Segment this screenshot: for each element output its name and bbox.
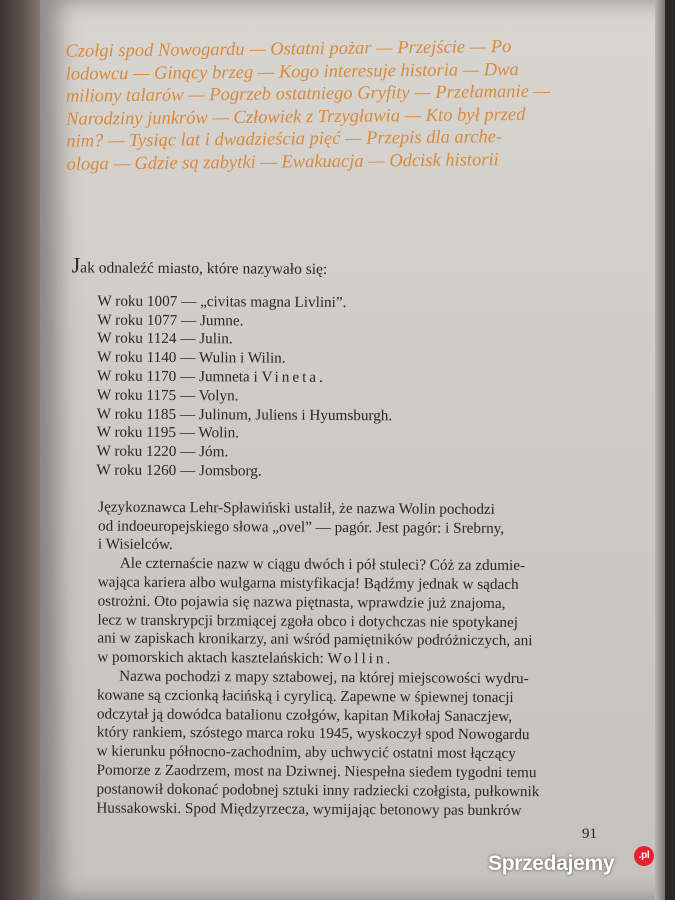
body-text (71, 252, 605, 821)
watermark-text: Sprzedajemy (488, 852, 615, 875)
paragraph: Językoznawca Lehr-Spławiński ustalił, że nazwa Wolin pochodzi od indoeuropejskiego słowa „ovel” — pagór. Jest pagór: i Srebrny, i Wisielców. (97, 498, 505, 554)
chapter-summary (65, 35, 586, 175)
year-item: W roku 1007 — „civitas magna Livlini”. (97, 292, 347, 311)
summary-line: Czołgi spod Nowogardu — Ostatni pożar — Przejście — Po (65, 37, 512, 62)
opening-sentence (71, 252, 606, 281)
year-list (96, 292, 605, 483)
summary-line: nim? — Tysiąc lat i dwadzieścia pięć — Przepis dla arche- (66, 127, 503, 152)
year-item: W roku 1140 — Wulin i Wilin. (97, 348, 286, 367)
year-item: W roku 1175 — Volyn. (96, 386, 239, 405)
year-item: W roku 1077 — Jumne. (97, 311, 244, 329)
book-spine (0, 0, 44, 900)
page-number: 91 (582, 826, 597, 842)
year-item: W roku 1185 — Julinum, Juliens i Hyumsburgh. (96, 405, 393, 424)
year-item: W roku 1260 — Jomsborg. (96, 461, 262, 480)
spaced-name: Vineta. (261, 368, 326, 386)
summary-line: ologa — Gdzie są zabytki — Ewakuacja — Odcisk historii (66, 149, 499, 175)
paragraph: Ale czternaście nazw w ciągu dwóch i pół stuleci? Cóż za zdumie- wająca kariera albo wulgarna mistyfikacja! Bądźmy jednak w sądach ostrożni. Oto pojawia się nazwa piętnasta, wprawdzie już znajoma, lecz w transkrypcji brzmiącej zgoła obco i dotychczas nie spotykanej ani w zapiskach kronikarzy, ani wśród pamiętników podróżniczych, ani w pomorskich aktach kasztelańskich: Wollin. (97, 554, 533, 668)
opening-text: ak odnaleźć miasto, które nazywało się: (80, 259, 328, 278)
year-item: W roku 1220 — Jóm. (96, 442, 229, 461)
summary-line: Narodziny junkrów — Człowiek z Trzygławia — Kto był przed (66, 104, 526, 130)
spaced-name: Wollin. (327, 650, 394, 668)
year-item: W roku 1195 — Wolin. (96, 423, 240, 442)
year-item: W roku 1124 — Julin. (97, 329, 233, 348)
drop-initial: J (71, 252, 81, 278)
watermark-badge: .pl (634, 846, 654, 866)
paragraph: Nazwa pochodzi z mapy sztabowej, na której miejscowości wydru- kowane są czcionką łacińską i cyrylicą. Zapewne w śpiewnej tonacji odczytał ją dowódca batalionu czołgów, kapitan Mikołaj Sanaczjew, który rankiem, szóstego marca roku 1945, wyskoczył spod Nowogardu w kierunku północno-zachodnim, aby uchwycić ostatni most łączący Pomorze z Zaodrzem, most na Dziwnej. Niespełna siedem tygodni temu postanowił dokonać podobnej sztuki inny radziecki czołgista, pułkownik Hussakowski. Spod Międzyrzecza, wymijając betonowy pas bunkrów (96, 667, 540, 819)
page-edge (655, 0, 665, 900)
summary-line: lodowcu — Ginący brzeg — Kogo interesuje historia — Dwa (65, 59, 519, 85)
year-item: W roku 1170 — Jumneta i Vineta. (96, 367, 326, 386)
summary-line: miliony talarów — Pogrzeb ostatniego Gryfity — Przełamanie — (65, 81, 551, 107)
watermark-logo (488, 850, 650, 876)
